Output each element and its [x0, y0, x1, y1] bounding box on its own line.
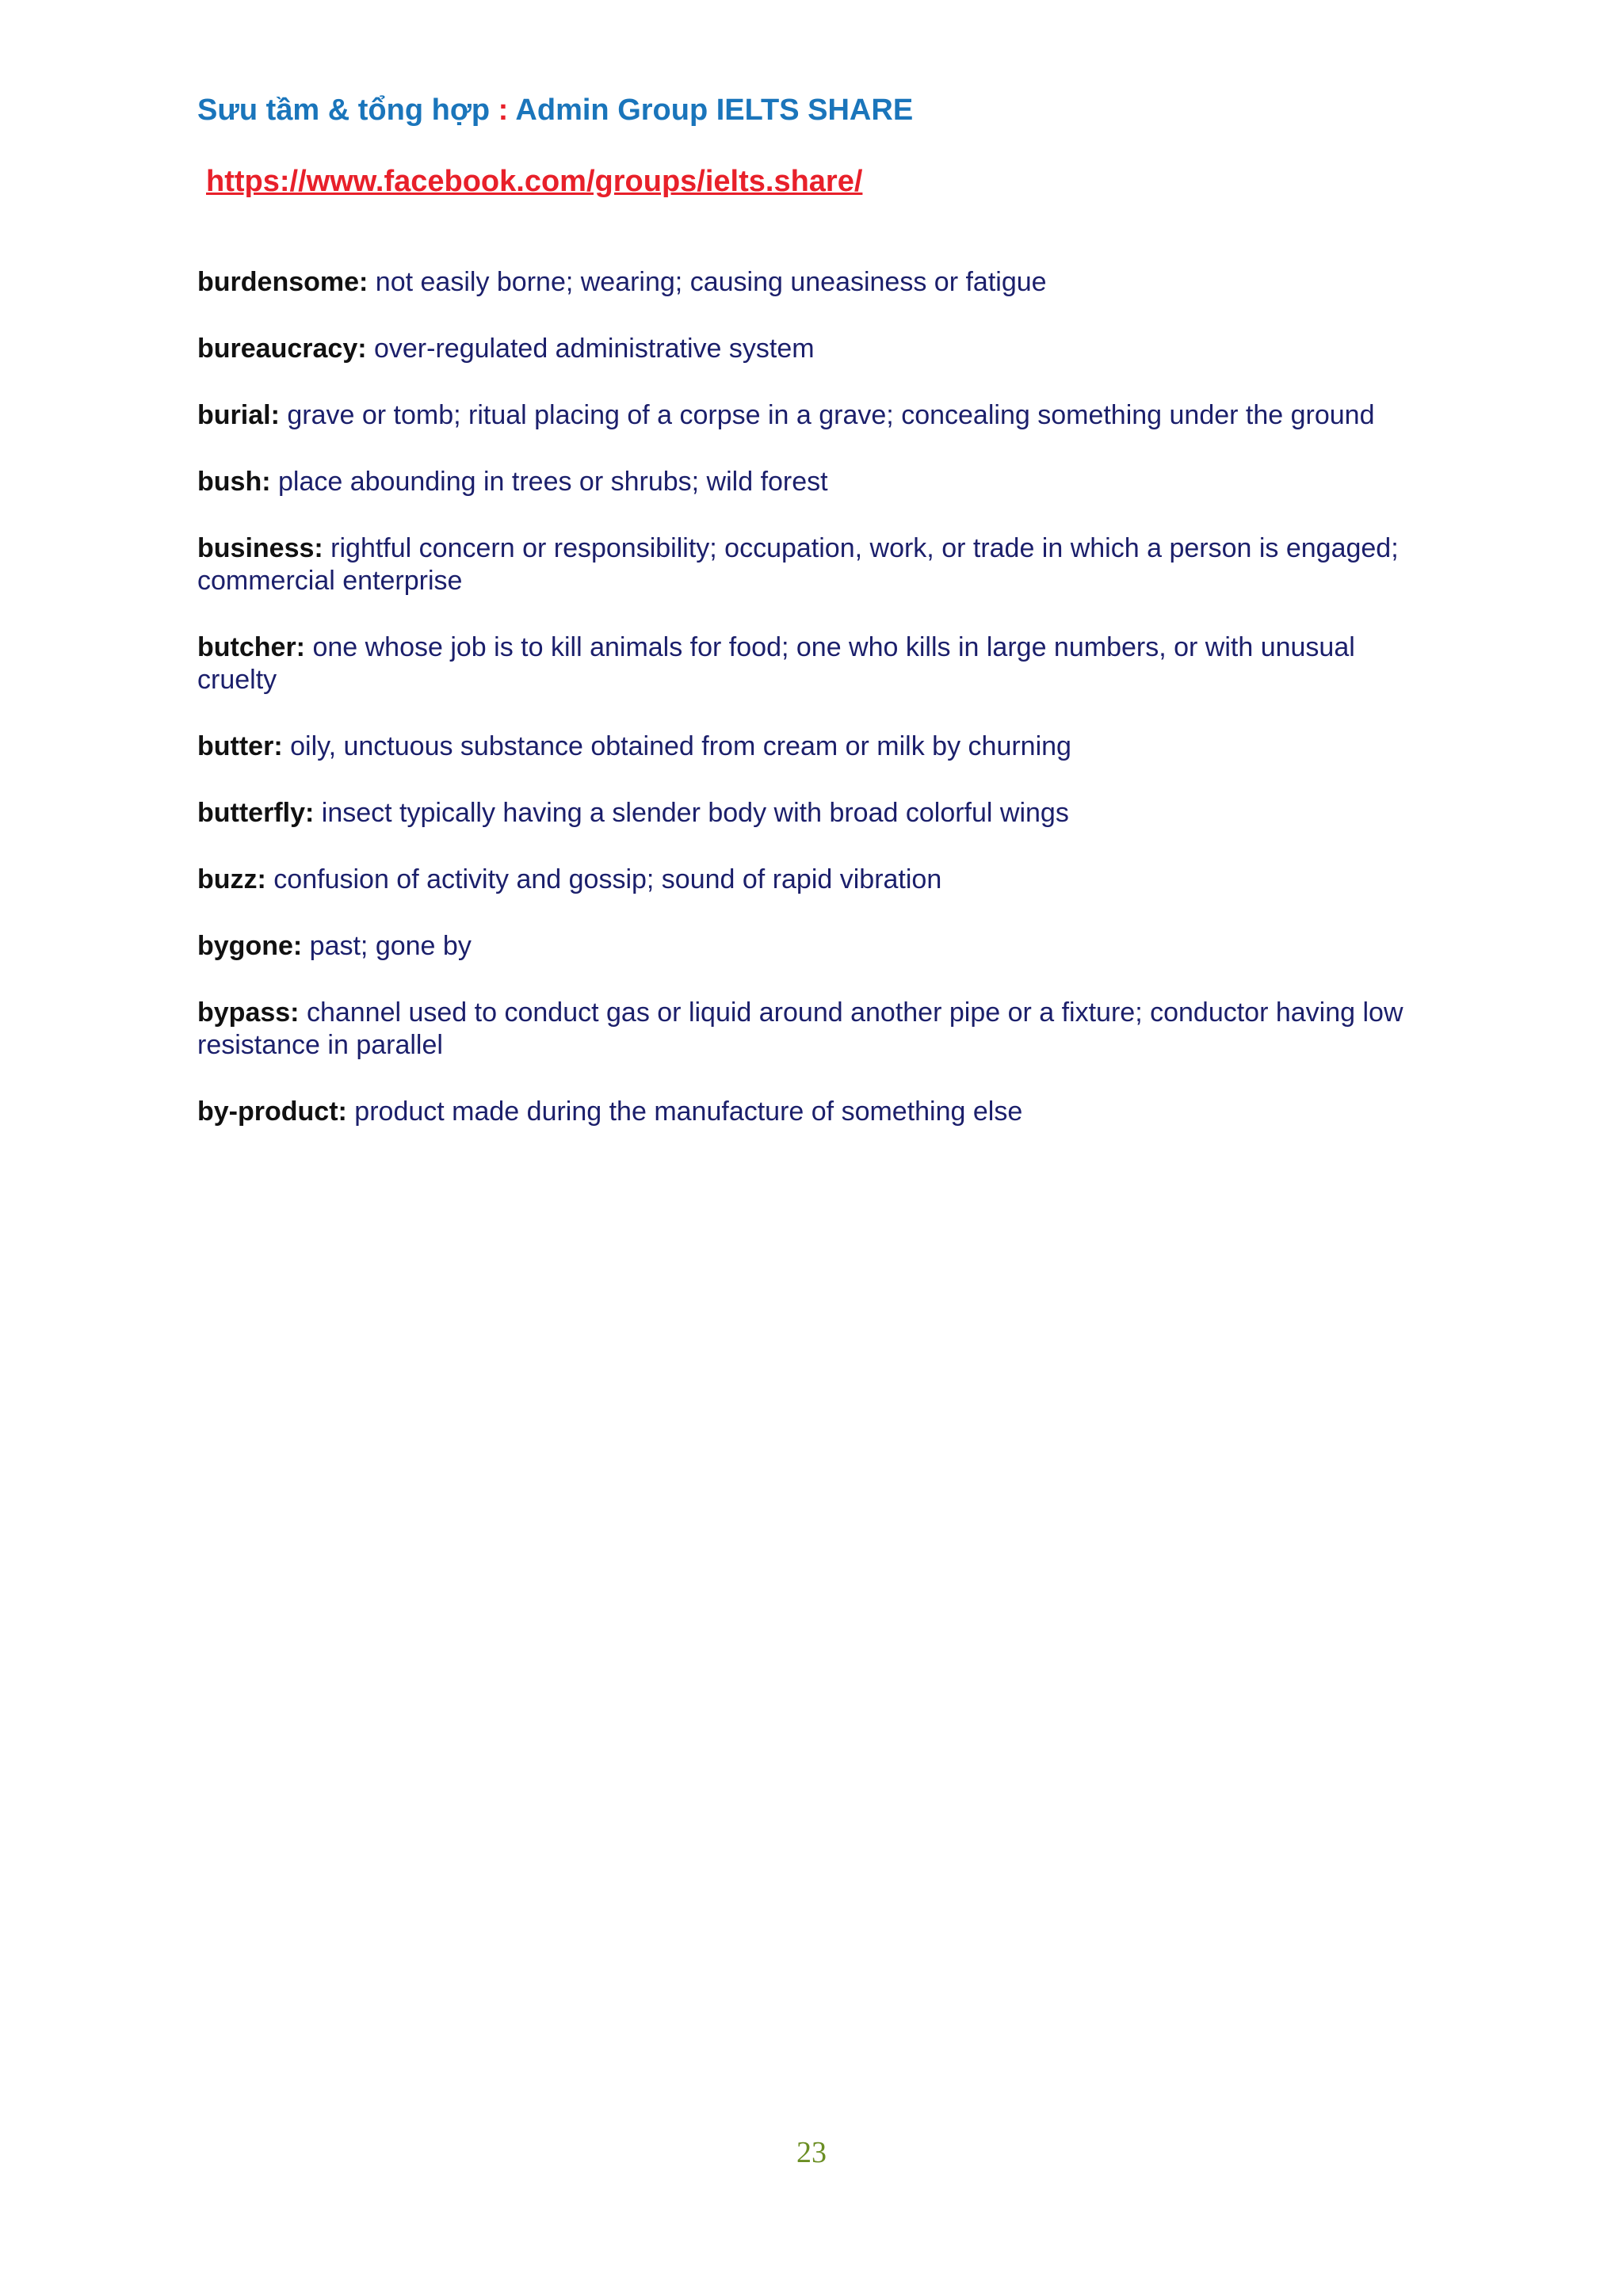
entry-definition: grave or tomb; ritual placing of a corpse in a grave; concealing something under the ground — [279, 400, 1375, 430]
entry-term: buzz: — [197, 864, 266, 894]
glossary-entry — [197, 864, 1442, 896]
entry-term: butter: — [197, 731, 283, 761]
entry-definition: one whose job is to kill animals for food; one who kills in large numbers, or with unusual cruelty — [197, 632, 1355, 695]
entry-term: butterfly: — [197, 798, 315, 828]
glossary-entry — [197, 797, 1442, 830]
entry-definition: not easily borne; wearing; causing uneasiness or fatigue — [368, 267, 1047, 297]
glossary-entry — [197, 333, 1442, 365]
glossary-entry — [197, 930, 1442, 963]
entry-term: burial: — [197, 400, 280, 430]
glossary-entry — [197, 399, 1442, 432]
entry-definition: confusion of activity and gossip; sound of rapid vibration — [265, 864, 942, 894]
entry-term: by-product: — [197, 1097, 347, 1127]
page-number: 23 — [796, 2136, 827, 2169]
glossary-entry — [197, 266, 1442, 299]
entry-term: butcher: — [197, 632, 305, 662]
facebook-group-link[interactable]: https://www.facebook.com/groups/ielts.share/ — [206, 165, 863, 198]
entry-definition: oily, unctuous substance obtained from cream or milk by churning — [282, 731, 1071, 761]
entry-term: bygone: — [197, 931, 303, 961]
header-group-name: Admin Group IELTS SHARE — [515, 93, 914, 127]
glossary-entry — [197, 466, 1442, 498]
entry-term: bush: — [197, 467, 271, 497]
glossary-entry — [197, 997, 1442, 1062]
header-credit — [197, 93, 913, 128]
entry-definition: past; gone by — [302, 931, 472, 961]
entry-definition: place abounding in trees or shrubs; wild forest — [270, 467, 828, 497]
entry-term: bypass: — [197, 997, 300, 1028]
header-colon: : — [490, 93, 516, 127]
entry-definition: over-regulated administrative system — [366, 334, 815, 364]
glossary-entry — [197, 631, 1442, 696]
entry-definition: product made during the manufacture of something else — [346, 1097, 1023, 1127]
glossary-entry — [197, 532, 1442, 597]
header-prefix: Sưu tầm & tổng hợp — [197, 93, 491, 127]
entry-term: business: — [197, 533, 323, 563]
entry-definition: insect typically having a slender body with broad colorful wings — [314, 798, 1069, 828]
glossary-entry — [197, 1096, 1442, 1128]
entry-definition: channel used to conduct gas or liquid around another pipe or a fixture; conductor having low resistance in parallel — [197, 997, 1403, 1060]
glossary-list — [197, 266, 1442, 1162]
entry-term: burdensome: — [197, 267, 369, 297]
glossary-entry — [197, 730, 1442, 763]
entry-term: bureaucracy: — [197, 334, 367, 364]
entry-definition: rightful concern or responsibility; occupation, work, or trade in which a person is engaged; commercial enterprise — [197, 533, 1399, 596]
